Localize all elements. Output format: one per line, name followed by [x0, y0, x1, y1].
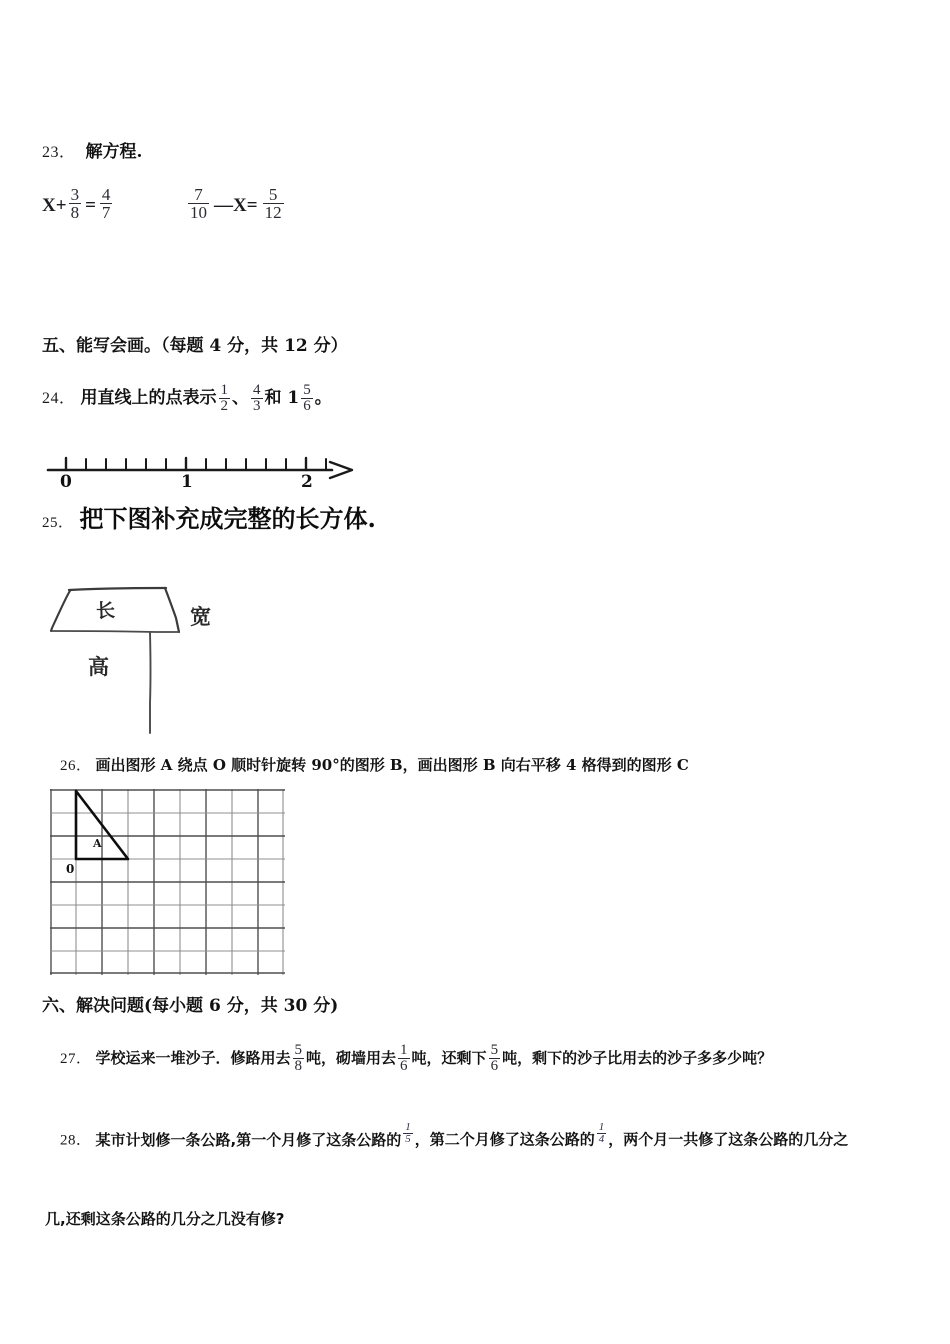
- problem-28-fraction-1: [403, 1122, 413, 1145]
- problem-28-part-1: 某市计划修一条公路,第一个月修了这条公路的: [95, 1130, 402, 1149]
- number-line-label-2: 2: [301, 472, 313, 492]
- problem-24-row: [42, 383, 332, 415]
- problem-27-part-3: 吨，还剩下: [411, 1049, 487, 1068]
- number-line-minor-ticks: [86, 459, 326, 470]
- problem-26-text: 画出图形 A 绕点 O 顺时针旋转 90°的图形 B，画出图形 B 向右平移 4 格得到的图形 C: [95, 756, 689, 774]
- fraction-denominator: 6: [400, 1058, 408, 1075]
- problem-24-fraction-3: [301, 383, 313, 415]
- problem-25-title: 把下图补充成完整的长方体.: [79, 504, 376, 533]
- fraction-denominator: 12: [264, 203, 282, 223]
- equation-1-operator: =: [85, 195, 96, 217]
- fraction-denominator: 2: [220, 398, 229, 415]
- fraction-numerator: 1: [220, 382, 229, 398]
- fraction-denominator: 8: [70, 203, 80, 223]
- equation-1-fraction-1: [69, 186, 82, 222]
- problem-27-part-1: 学校运来一堆沙子．修路用去: [95, 1049, 291, 1068]
- fraction-numerator: 5: [294, 1042, 303, 1058]
- problem-24-number: 24．: [42, 390, 76, 408]
- rectangular-solid-figure: [38, 543, 278, 743]
- grid-origin-label: 0: [66, 862, 75, 876]
- figure-label-length: 长: [95, 599, 116, 623]
- section-five-heading: 五、能写会画。（每题 4 分，共 12 分）: [42, 336, 348, 356]
- number-line-label-0: 0: [60, 472, 72, 492]
- problem-28-row: [60, 1122, 848, 1149]
- rectangular-solid-svg: [38, 543, 278, 743]
- problem-23-title: 解方程.: [85, 142, 143, 162]
- grid-horizontal-lines: [50, 790, 285, 973]
- problem-28-part-3: ，两个月一共修了这条公路的几分之: [608, 1130, 849, 1149]
- problem-23-title-row: [42, 144, 142, 161]
- problem-24-separator-1: 、: [232, 388, 250, 409]
- number-line-major-ticks: [66, 458, 306, 470]
- problem-24-text-before: 用直线上的点表示: [80, 388, 217, 409]
- equation-1-fraction-2: [100, 186, 113, 222]
- problem-23-number: 23．: [42, 144, 76, 161]
- fraction-denominator: 6: [490, 1058, 499, 1075]
- solid-edge-top-left: [51, 591, 70, 631]
- problem-27-fraction-1: [293, 1043, 305, 1075]
- solid-edge-top-front: [52, 631, 179, 632]
- problem-24-separator-2: 和 1: [264, 388, 300, 409]
- problem-27-part-2: 吨，砌墙用去: [306, 1049, 397, 1068]
- fraction-denominator: 6: [303, 398, 311, 415]
- fraction-denominator: 8: [294, 1058, 303, 1075]
- fraction-denominator: 7: [101, 203, 111, 223]
- fraction-numerator: 3: [70, 185, 80, 204]
- fraction-denominator: 10: [190, 203, 207, 223]
- problem-25-row: [42, 504, 376, 533]
- problem-27-part-4: 吨，剩下的沙子比用去的沙子多多少吨？: [502, 1049, 773, 1068]
- fraction-denominator: 4: [598, 1133, 605, 1146]
- fraction-denominator: 3: [253, 398, 261, 415]
- problem-28-part-4: 几,还剩这条公路的几分之几没有修?: [45, 1210, 285, 1228]
- fraction-numerator: 5: [303, 382, 311, 398]
- equation-1-lhs: X+: [42, 195, 67, 217]
- equation-2-fraction-1: [188, 186, 209, 222]
- problem-24-fraction-2: [251, 383, 263, 415]
- number-line-figure: [42, 444, 362, 496]
- problem-25-number: 25．: [42, 515, 74, 531]
- shape-a-label: A: [93, 837, 102, 850]
- problem-27-fraction-2: [398, 1043, 410, 1075]
- problem-28-continuation: [45, 1212, 284, 1228]
- fraction-numerator: 5: [268, 185, 278, 204]
- problem-28-part-2: ，第二个月修了这条公路的: [414, 1130, 595, 1149]
- solid-edge-height: [150, 633, 151, 733]
- equation-2-operator: —X=: [214, 195, 258, 217]
- problem-24-text-after: 。: [314, 388, 332, 409]
- section-six-heading: 六、解决问题(每小题 6 分，共 30 分): [42, 996, 339, 1016]
- fraction-numerator: 1: [405, 1121, 411, 1133]
- problem-26-number: 26．: [60, 758, 92, 774]
- problem-27-fraction-3: [489, 1043, 501, 1075]
- fraction-numerator: 5: [490, 1042, 499, 1058]
- problem-27-row: [60, 1043, 772, 1075]
- problem-26-grid-figure: [50, 789, 285, 975]
- problem-28-fraction-2: [597, 1122, 607, 1145]
- equation-2-fraction-2: [263, 186, 284, 222]
- fraction-numerator: 4: [101, 185, 111, 204]
- grid-svg: [50, 789, 285, 975]
- fraction-numerator: 4: [253, 382, 261, 398]
- fraction-denominator: 5: [405, 1133, 411, 1146]
- figure-label-width: 宽: [190, 605, 211, 629]
- fraction-numerator: 7: [194, 185, 203, 204]
- problem-26-row: [60, 758, 689, 774]
- problem-24-fraction-1: [219, 383, 231, 415]
- problem-28-number: 28．: [60, 1132, 92, 1149]
- fraction-numerator: 1: [598, 1121, 605, 1133]
- problem-27-number: 27．: [60, 1051, 92, 1068]
- solid-edge-top-right: [165, 588, 179, 632]
- fraction-numerator: 1: [400, 1042, 408, 1058]
- problem-23-equation-1: [42, 186, 114, 222]
- solid-edge-top-back: [69, 588, 166, 590]
- number-line-label-1: 1: [181, 472, 193, 492]
- problem-23-equation-2: [186, 186, 286, 222]
- number-line-svg: [42, 444, 362, 496]
- figure-label-height: 高: [88, 655, 109, 679]
